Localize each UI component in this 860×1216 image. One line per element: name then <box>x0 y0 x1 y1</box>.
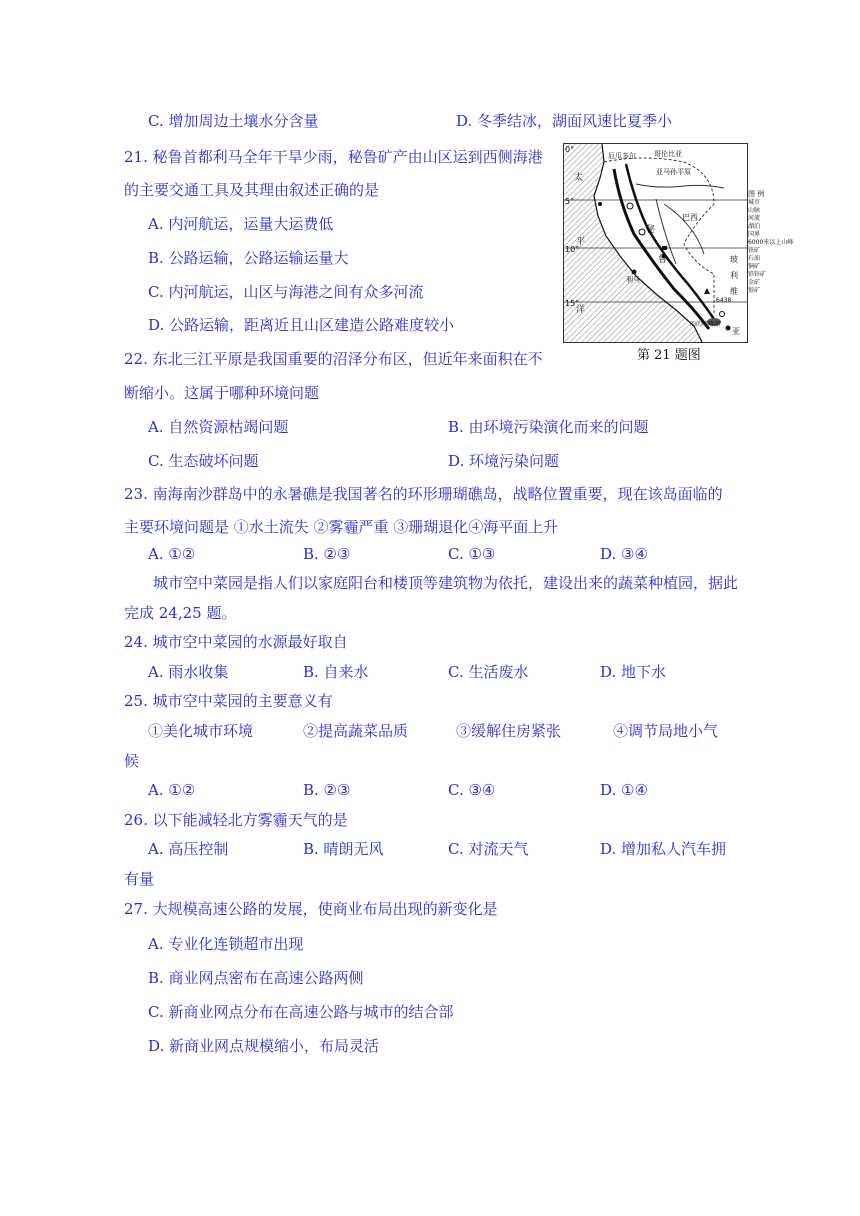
q25-statement-4: ④调节局地小气 <box>613 722 719 740</box>
map-legend <box>748 190 828 295</box>
q22-option-d: D. 环境污染问题 <box>448 452 560 470</box>
q22-stem-line1: 22. 东北三江平原是我国重要的沼泽分布区，但近年来面积在不 <box>124 350 543 368</box>
q21-option-d: D. 公路运输，距离近且山区建造公路难度较小 <box>148 316 455 334</box>
q23-option-d: D. ③④ <box>600 545 648 563</box>
label-bolivia-2: 利 <box>730 271 738 280</box>
q27-option-c: C. 新商业网点分布在高速公路与城市的结合部 <box>148 1003 454 1021</box>
q24-option-b: B. 自来水 <box>303 663 369 681</box>
q21-option-b: B. 公路运输，公路运输运量大 <box>148 249 349 267</box>
legend-item-river: 河流 <box>748 215 761 222</box>
legend-title: 图 例 <box>748 190 765 198</box>
label-amazon-plain: 亚马孙平原 <box>656 168 691 176</box>
q24-option-a: A. 雨水收集 <box>148 663 229 681</box>
label-bolivia-4: 亚 <box>732 327 740 336</box>
q22-option-b: B. 由环境污染演化而来的问题 <box>448 418 649 436</box>
q23-stem-line1: 23. 南海南沙群岛中的永暑礁是我国著名的环形珊瑚礁岛，战略位置重要，现在该岛面临的 <box>124 485 723 503</box>
legend-item-border: 国界 <box>748 231 761 238</box>
q25-statement-3: ③缓解住房紧张 <box>456 722 562 740</box>
q21-stem-line2: 的主要交通工具及其理由叙述正确的是 <box>124 181 380 199</box>
q27-option-a: A. 专业化连锁超市出现 <box>148 935 304 953</box>
label-ecuador: 厄瓜多尔 <box>608 152 636 160</box>
q21-stem-line1: 21. 秘鲁首都利马全年干旱少雨，秘鲁矿产由山区运到西侧海港 <box>124 148 543 166</box>
q25-statement-4-cont: 候 <box>124 752 140 770</box>
map-caption: 第 21 题图 <box>637 348 701 363</box>
q26-stem: 26. 以下能减轻北方雾霾天气的是 <box>124 811 348 829</box>
q20-option-c: C. 增加周边土壤水分含量 <box>148 112 319 130</box>
q22-option-c: C. 生态破坏问题 <box>148 452 259 470</box>
legend-item-iron: 铁矿 <box>748 247 761 254</box>
q26-option-d: D. 增加私人汽车拥 <box>600 840 727 858</box>
label-bolivia-3: 维 <box>730 287 738 296</box>
legend-item-copper: 铜矿 <box>748 263 761 270</box>
q25-option-d: D. ①④ <box>600 781 648 799</box>
label-brazil: 巴西 <box>682 213 698 222</box>
label-colombia: 哥伦比亚 <box>654 150 682 158</box>
q23-stem-line2: 主要环境问题是 ①水土流失 ②雾霾严重 ③珊瑚退化④海平面上升 <box>124 518 559 536</box>
q26-option-c: C. 对流天气 <box>448 840 529 858</box>
legend-item-peak: 6000米以上山峰 <box>748 239 794 246</box>
q26-option-d-cont: 有量 <box>124 870 155 888</box>
legend-item-lead-zinc: 铅锌矿 <box>748 271 767 278</box>
q27-option-d: D. 新商业网点规模缩小，布局灵活 <box>148 1037 380 1055</box>
label-peru-2: 鲁 <box>658 255 668 265</box>
q23-option-c: C. ①③ <box>448 545 496 563</box>
q25-option-c: C. ③④ <box>448 781 496 799</box>
q24-stem: 24. 城市空中菜园的水源最好取自 <box>124 633 348 651</box>
q22-stem-line2: 断缩小。这属于哪种环境问题 <box>124 384 320 402</box>
q21-option-c: C. 内河航运，山区与海港之间有众多河流 <box>148 283 424 301</box>
legend-item-lake: 湖泊 <box>748 223 761 230</box>
q25-statement-2: ②提高蔬菜品质 <box>303 722 409 740</box>
lat-label-10: 10° <box>565 245 580 254</box>
q26-option-a: A. 高压控制 <box>148 840 229 858</box>
label-lima: 利马 <box>626 276 640 284</box>
legend-item-gold: 金矿 <box>748 279 761 286</box>
passage-line1: 城市空中菜园是指人们以家庭阳台和楼顶等建筑物为依托，建设出来的蔬菜种植园，据此 <box>153 574 739 592</box>
legend-item-city: 城市 <box>748 199 761 206</box>
q25-option-a: A. ①② <box>148 781 196 799</box>
legend-item-oil: 石油 <box>748 255 761 262</box>
lat-label-5: 5° <box>565 197 575 206</box>
label-ocean-2: 平 <box>576 237 586 247</box>
q27-stem: 27. 大规模高速公路的发展，使商业布局出现的新变化是 <box>124 900 498 918</box>
q20-option-d: D. 冬季结冰，湖面风速比夏季小 <box>456 112 673 130</box>
passage-line2: 完成 24,25 题。 <box>124 604 237 622</box>
label-ocean-3: 洋 <box>576 305 586 315</box>
q24-option-c: C. 生活废水 <box>448 663 529 681</box>
q24-option-d: D. 地下水 <box>600 663 667 681</box>
label-bolivia-1: 玻 <box>730 255 738 264</box>
legend-item-mountain: 山脉 <box>748 207 761 214</box>
q21-option-a: A. 内河航运，运量大运费低 <box>148 215 334 233</box>
q25-option-b: B. ②③ <box>303 781 351 799</box>
lat-label-0: 0° <box>565 145 575 154</box>
lat-label-15: 15° <box>565 299 580 308</box>
q22-option-a: A. 自然资源枯竭问题 <box>148 418 289 436</box>
q25-stem: 25. 城市空中菜园的主要意义有 <box>124 692 333 710</box>
peru-map-figure <box>563 143 748 343</box>
label-peak: 6438 <box>716 297 732 304</box>
label-ocean-1: 太 <box>574 173 584 183</box>
label-titicaca: 的的喀喀湖 <box>690 321 721 328</box>
q26-option-b: B. 晴朗无风 <box>303 840 384 858</box>
legend-item-silver: 银矿 <box>748 287 761 294</box>
q27-option-b: B. 商业网点密布在高速公路两侧 <box>148 969 364 987</box>
q25-statement-1: ①美化城市环境 <box>148 722 254 740</box>
q23-option-b: B. ②③ <box>303 545 351 563</box>
q23-option-a: A. ①② <box>148 545 196 563</box>
label-peru-1: 秘 <box>646 225 656 235</box>
